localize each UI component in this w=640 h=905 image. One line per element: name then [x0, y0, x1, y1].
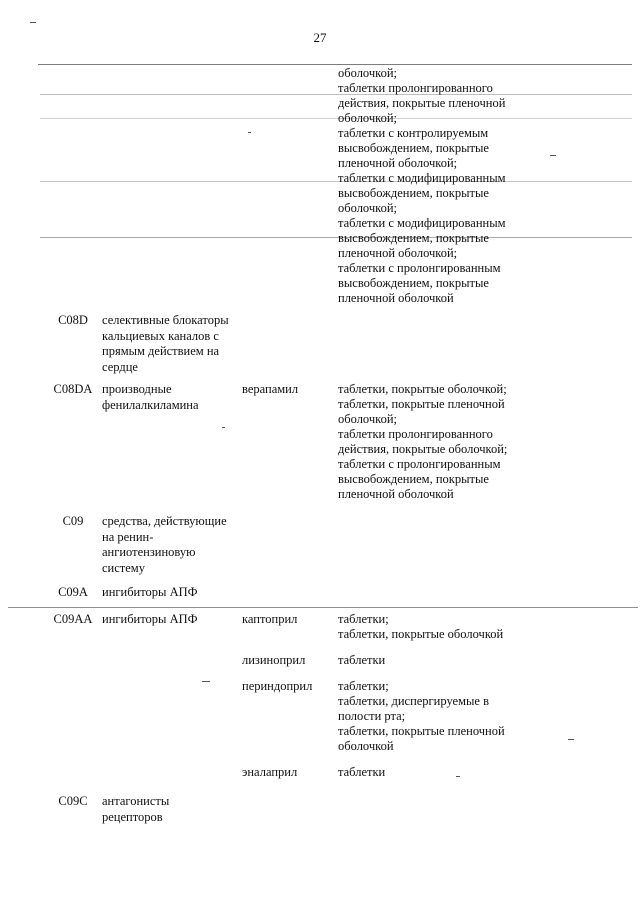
atc-code: C08D	[58, 313, 88, 327]
form-line: высвобождением, покрытые	[338, 231, 489, 245]
drug-name: периндоприл	[242, 679, 313, 693]
scan-speck	[550, 155, 556, 156]
dosage-forms: таблетки	[338, 765, 386, 779]
scan-speck	[202, 681, 210, 682]
scan-speck	[248, 132, 251, 133]
drug-name: лизиноприл	[242, 653, 306, 667]
form-line: оболочкой;	[338, 111, 397, 125]
form-line: таблетки пролонгированного	[338, 81, 493, 95]
scan-rule	[40, 94, 632, 95]
drug-name: эналаприл	[242, 765, 298, 779]
form-line: оболочкой;	[338, 201, 397, 215]
form-line: высвобождением, покрытые	[338, 141, 489, 155]
scan-rule	[40, 237, 632, 238]
scan-speck	[222, 427, 225, 428]
atc-code: C08DA	[53, 382, 93, 396]
scan-rule	[40, 118, 632, 119]
scan-speck	[30, 22, 36, 23]
scan-rule	[40, 181, 632, 182]
form-line: таблетки с пролонгированным	[338, 261, 501, 275]
atc-group-name: антагонисты рецепторов	[102, 794, 170, 824]
form-line: пленочной оболочкой;	[338, 156, 458, 170]
atc-code: C09C	[58, 794, 88, 808]
drug-name: верапамил	[242, 382, 299, 396]
form-line: оболочкой;	[338, 66, 397, 80]
atc-code: C09	[62, 514, 84, 528]
form-line: высвобождением, покрытые	[338, 276, 489, 290]
atc-code: C09AA	[53, 612, 93, 626]
form-line: действия, покрытые пленочной	[338, 96, 506, 110]
atc-group-name: ингибиторы АПФ	[102, 585, 198, 599]
dosage-forms: таблетки; таблетки, покрытые оболочкой	[338, 612, 504, 641]
atc-group-name: производные фенилалкиламина	[102, 382, 199, 412]
atc-code: C09A	[58, 585, 88, 599]
atc-group-name: ингибиторы АПФ	[102, 612, 198, 626]
drug-name: каптоприл	[242, 612, 298, 626]
scan-speck	[568, 739, 574, 740]
continuation-forms	[338, 66, 523, 306]
atc-group-name: селективные блокаторы кальциевых каналов с прямым действием на сердце	[102, 313, 229, 374]
form-line: таблетки с модифицированным	[338, 216, 506, 230]
form-line: высвобождением, покрытые	[338, 186, 489, 200]
section-rule	[8, 607, 638, 608]
dosage-forms: таблетки	[338, 653, 386, 667]
form-line: пленочной оболочкой	[338, 291, 454, 305]
form-line: пленочной оболочкой;	[338, 246, 458, 260]
dosage-forms: таблетки, покрытые оболочкой; таблетки, покрытые пленочной оболочкой; таблетки пролонгированного действия, покрытые оболочкой; таблетки с пролонгированным высвобождением, покрытые пленочной оболочкой	[338, 382, 508, 501]
dosage-forms: таблетки; таблетки, диспергируемые в полости рта; таблетки, покрытые пленочной оболочкой	[338, 679, 505, 753]
atc-group-name: средства, действующие на ренин- ангиотензиновую систему	[102, 514, 227, 575]
page-number: 27	[313, 30, 327, 45]
form-line: таблетки с модифицированным	[338, 171, 506, 185]
form-line: таблетки с контролируемым	[338, 126, 489, 140]
header-rule	[38, 64, 632, 65]
